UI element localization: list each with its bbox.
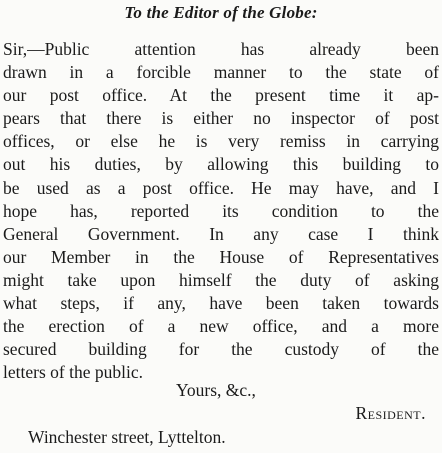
body-line: Sir,—Public attention has already been bbox=[3, 39, 439, 59]
body-line: be used as a post office. He may have, and I bbox=[3, 177, 439, 198]
body-line: out his duties, by allowing this building to bbox=[3, 154, 439, 175]
body-line: the erection of a new office, and a more bbox=[3, 316, 439, 337]
letter-signature: Resident. bbox=[355, 403, 426, 423]
body-line: drawn in a forcible manner to the state of bbox=[3, 62, 439, 83]
body-line: pears that there is either no inspector of post bbox=[3, 108, 439, 129]
body-line: our Member in the House of Representatives bbox=[3, 246, 439, 267]
letter-body bbox=[3, 38, 439, 384]
letter-address: Winchester street, Lyttelton. bbox=[28, 427, 226, 447]
body-line: our post office. At the present time it ap- bbox=[3, 85, 439, 106]
letter-heading: To the Editor of the Globe: bbox=[124, 3, 318, 22]
body-line: letters of the public. bbox=[3, 362, 143, 383]
body-line: might take upon himself the duty of asking bbox=[3, 269, 439, 290]
body-line: secured building for the custody of the bbox=[3, 339, 439, 360]
body-line: what steps, if any, have been taken towards bbox=[3, 293, 439, 314]
body-line: offices, or else he is very remiss in carrying bbox=[3, 131, 439, 152]
body-line: hope has, reported its condition to the bbox=[3, 200, 439, 221]
letter-signoff: Yours, &c., bbox=[176, 380, 256, 400]
body-line: General Government. In any case I think bbox=[3, 223, 439, 244]
